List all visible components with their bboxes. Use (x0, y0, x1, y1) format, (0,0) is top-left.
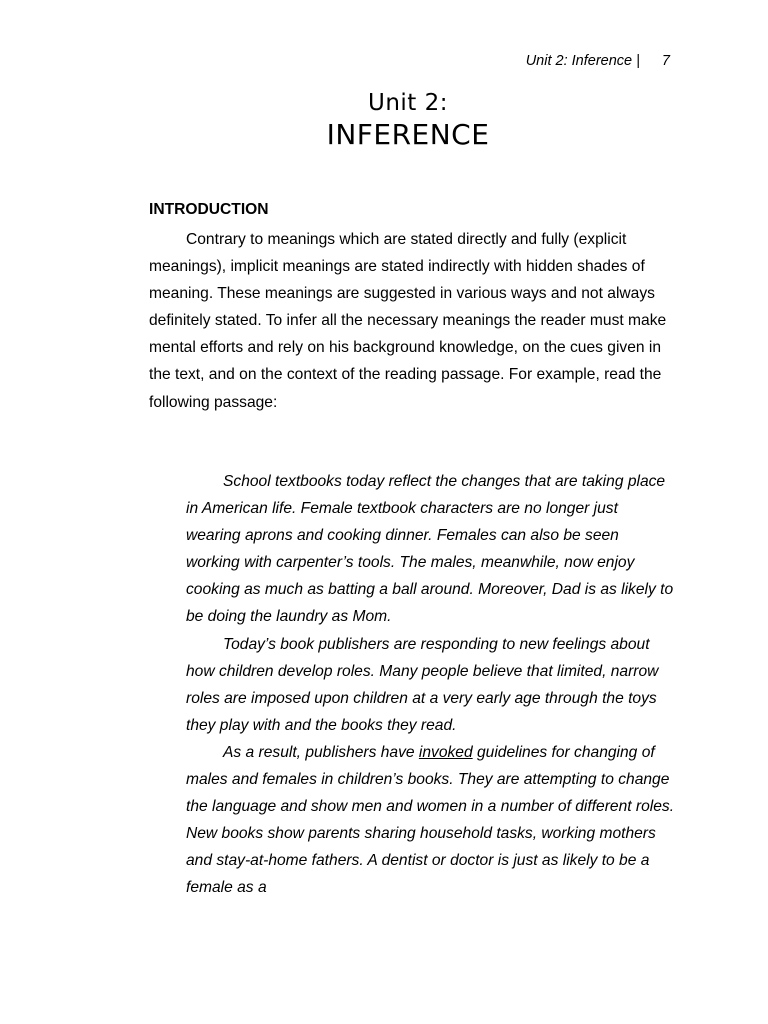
intro-text: Contrary to meanings which are stated directly and fully (explicit meanings), implicit meanings are stated indirectly with hidden shades of meaning. These meanings are suggested in various ways and not always definitely stated. To infer all the necessary meanings the reader must make mental efforts and rely on his background knowledge, on the cues given in the text, and on the context of the reading passage. For example, read the following passage: (149, 231, 667, 411)
passage-text-1: School textbooks today reflect the changes that are taking place in American life. Female textbook characters are no longer just wearing aprons and cooking dinner. Females can also be seen working with carpenter’s tools. The males, meanwhile, now enjoy cooking as much as batting a ball around. Moreover, Dad is as likely to be doing the laundry as Mom. (186, 473, 674, 626)
running-title: Unit 2: Inference | (525, 53, 640, 69)
example-passage (186, 468, 676, 902)
passage-paragraph-1 (186, 468, 676, 631)
passage-paragraph-2 (186, 631, 676, 739)
page-header (0, 53, 670, 69)
intro-paragraph (149, 226, 679, 416)
unit-label: Unit 2: (367, 90, 448, 116)
passage-text-3-end: guidelines for changing of males and females in children’s books. They are attempting to change the language and show men and women in a number of different roles. New books show parents sharing household tasks, working mothers and stay-at-home fathers. A dentist or doctor is just as likely to be a female as a (186, 743, 675, 897)
passage-text-2: Today’s book publishers are responding to new feelings about how children develop roles. Many people believe that limited, narrow roles are imposed upon children at a very early age through the toys they play with and the books they read. (186, 635, 659, 734)
page-number: 7 (661, 53, 670, 69)
page-title: INFERENCE (326, 118, 490, 151)
underlined-word: invoked (418, 743, 473, 761)
passage-paragraph-3 (186, 739, 676, 902)
title-block (0, 88, 768, 152)
section-heading: INTRODUCTION (149, 201, 269, 218)
passage-text-3-start: As a result, publishers have (223, 743, 419, 761)
